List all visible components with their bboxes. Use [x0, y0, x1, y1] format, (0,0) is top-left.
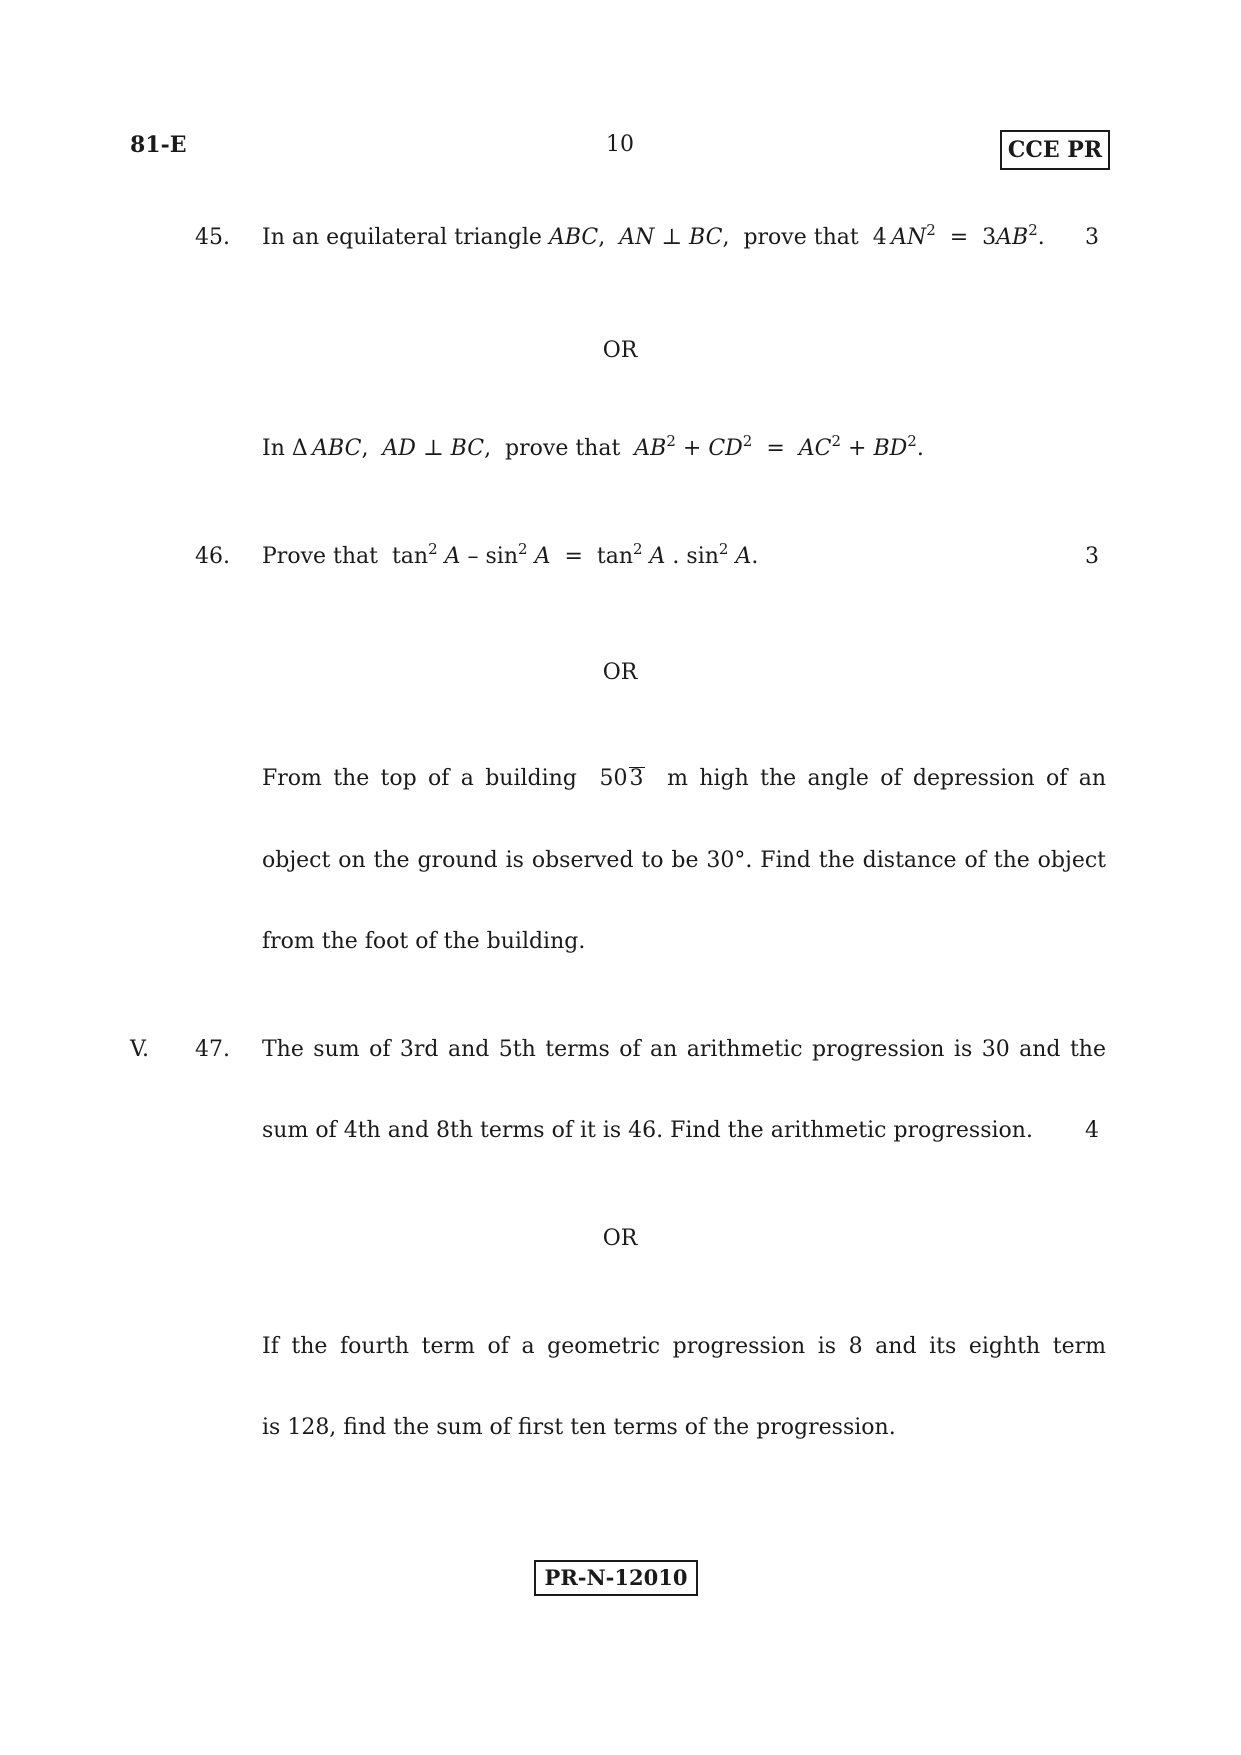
exam-label-box: CCE PR: [1000, 130, 1110, 170]
question-number-46: 46.: [195, 544, 230, 569]
paper-code: 81-E: [130, 132, 187, 158]
question-number-45: 45.: [195, 225, 230, 250]
question-47-marks: 4: [1085, 1118, 1099, 1143]
question-45-alt-text: In Δ ABC, AD ⊥ BC, prove that $AB^2 + CD^2 = AC^2 + BD^2$.: [262, 432, 924, 461]
question-46-alt-line-3: from the foot of the building.: [262, 929, 586, 954]
question-47-line-2: sum of 4th and 8th terms of it is 46. Find the arithmetic progression.: [262, 1118, 1033, 1143]
question-number-47: 47.: [195, 1037, 230, 1062]
question-46-marks: 3: [1085, 544, 1099, 569]
question-45-marks: 3: [1085, 225, 1099, 250]
question-45-or: OR: [602, 338, 638, 363]
question-45-text: In an equilateral triangle ABC, AN ⊥ BC, prove that 4 $AN^2 = 3AB^2$.: [262, 221, 1045, 250]
question-47-alt-line-1: If the fourth term of a geometric progression is 8 and its eighth term: [262, 1334, 1106, 1359]
question-46-alt-line-1: From the top of a building 503 m high the angle of depression of an: [262, 766, 1106, 791]
question-46-alt-line-2: object on the ground is observed to be 30°. Find the distance of the object: [262, 848, 1106, 873]
question-47-alt-line-2: is 128, find the sum of first ten terms of the progression.: [262, 1415, 896, 1440]
question-46-or: OR: [602, 660, 638, 685]
footer-code-box: PR-N-12010: [534, 1560, 698, 1596]
question-47-line-1: The sum of 3rd and 5th terms of an arithmetic progression is 30 and the: [262, 1037, 1106, 1062]
section-label-v: V.: [130, 1037, 150, 1062]
question-47-or: OR: [602, 1226, 638, 1251]
page-number: 10: [606, 132, 634, 157]
question-46-text: Prove that $\tan^2 A - \sin^2 A = \tan^2 A$ . $\sin^2 A$.: [262, 540, 759, 569]
